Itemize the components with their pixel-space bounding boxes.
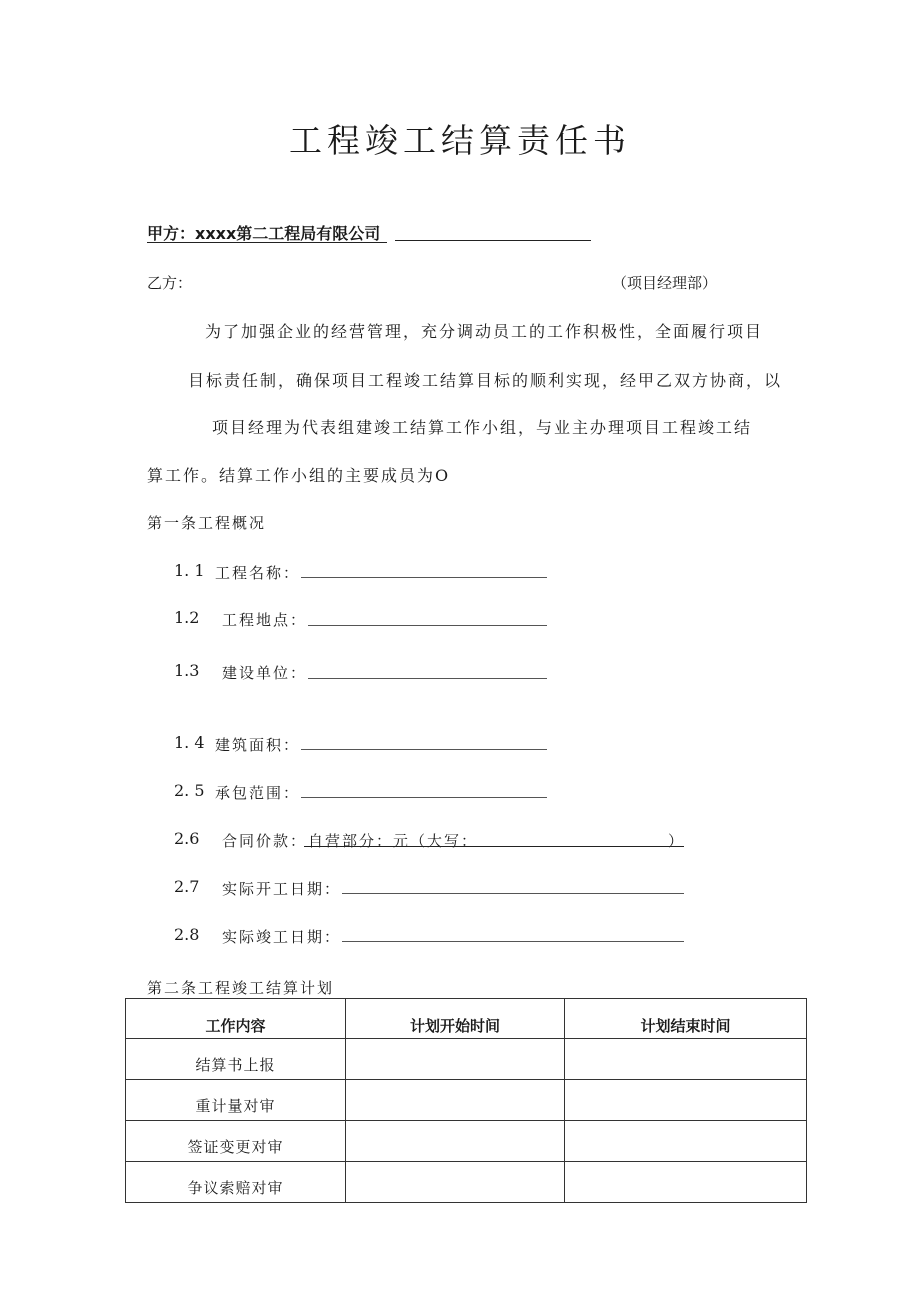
fill-line: [308, 625, 547, 626]
item-close-paren: ）: [668, 832, 684, 850]
settlement-plan-table: [125, 998, 807, 1203]
header-planned-start: 计划开始时间: [346, 999, 565, 1039]
item-value: 自营部分：元（大写：: [308, 832, 479, 850]
item-label: 建筑面积：: [215, 736, 301, 754]
item-number: 2.8: [174, 925, 200, 944]
fill-line: [301, 577, 547, 578]
party-a: 甲方：xxxx第二工程局有限公司: [147, 224, 381, 243]
item-label: 建设单位：: [222, 664, 308, 682]
item-label: 工程名称：: [215, 564, 301, 582]
table-row: [126, 1039, 807, 1080]
cell-planned-end: [565, 1121, 807, 1162]
party-a-underline: [147, 242, 387, 243]
cell-work-content: 争议索赔对审: [126, 1162, 346, 1203]
fill-line: [304, 846, 684, 847]
item-number: 2. 5: [174, 781, 205, 800]
intro-line-1: 为了加强企业的经营管理，充分调动员工的工作积极性，全面履行项目: [205, 322, 764, 341]
item-label: 实际竣工日期：: [222, 928, 342, 946]
fill-line: [342, 941, 684, 942]
cell-planned-end: [565, 1039, 807, 1080]
cell-planned-start: [346, 1080, 565, 1121]
cell-planned-start: [346, 1039, 565, 1080]
table-header-row: [126, 999, 807, 1039]
fill-line: [301, 749, 547, 750]
table-row: [126, 1080, 807, 1121]
item-number: 2.7: [174, 877, 200, 896]
intro-line-2: 目标责任制，确保项目工程竣工结算目标的顺利实现，经甲乙双方协商，以: [188, 371, 783, 390]
cell-work-content: 重计量对审: [126, 1080, 346, 1121]
table-row: [126, 1162, 807, 1203]
header-planned-end: 计划结束时间: [565, 999, 807, 1039]
party-b-label: 乙方：: [147, 274, 193, 292]
header-work-content: 工作内容: [126, 999, 346, 1039]
party-a-blank-line: [395, 240, 591, 241]
intro-line-4: 算工作。结算工作小组的主要成员为O: [147, 466, 451, 485]
fill-line: [301, 797, 547, 798]
party-b-suffix: （项目经理部）: [612, 274, 718, 292]
item-number: 1. 4: [174, 733, 205, 752]
cell-work-content: 结算书上报: [126, 1039, 346, 1080]
table-row: [126, 1121, 807, 1162]
item-number: 1.3: [174, 661, 200, 680]
article1-heading: 第一条工程概况: [147, 514, 267, 532]
item-label: 合同价款：: [222, 832, 308, 850]
item-label: 工程地点：: [222, 611, 308, 629]
document-title: 工程竣工结算责任书: [289, 121, 631, 160]
fill-line: [342, 893, 684, 894]
item-number: 1. 1: [174, 561, 205, 580]
cell-planned-start: [346, 1121, 565, 1162]
article2-heading: 第二条工程竣工结算计划: [147, 979, 335, 997]
fill-line: [308, 678, 547, 679]
item-label: 承包范围：: [215, 784, 301, 802]
cell-planned-end: [565, 1162, 807, 1203]
cell-planned-end: [565, 1080, 807, 1121]
item-number: 2.6: [174, 829, 200, 848]
item-number: 1.2: [174, 608, 200, 627]
item-label: 实际开工日期：: [222, 880, 342, 898]
cell-work-content: 签证变更对审: [126, 1121, 346, 1162]
cell-planned-start: [346, 1162, 565, 1203]
intro-line-3: 项目经理为代表组建竣工结算工作小组，与业主办理项目工程竣工结: [212, 418, 753, 437]
